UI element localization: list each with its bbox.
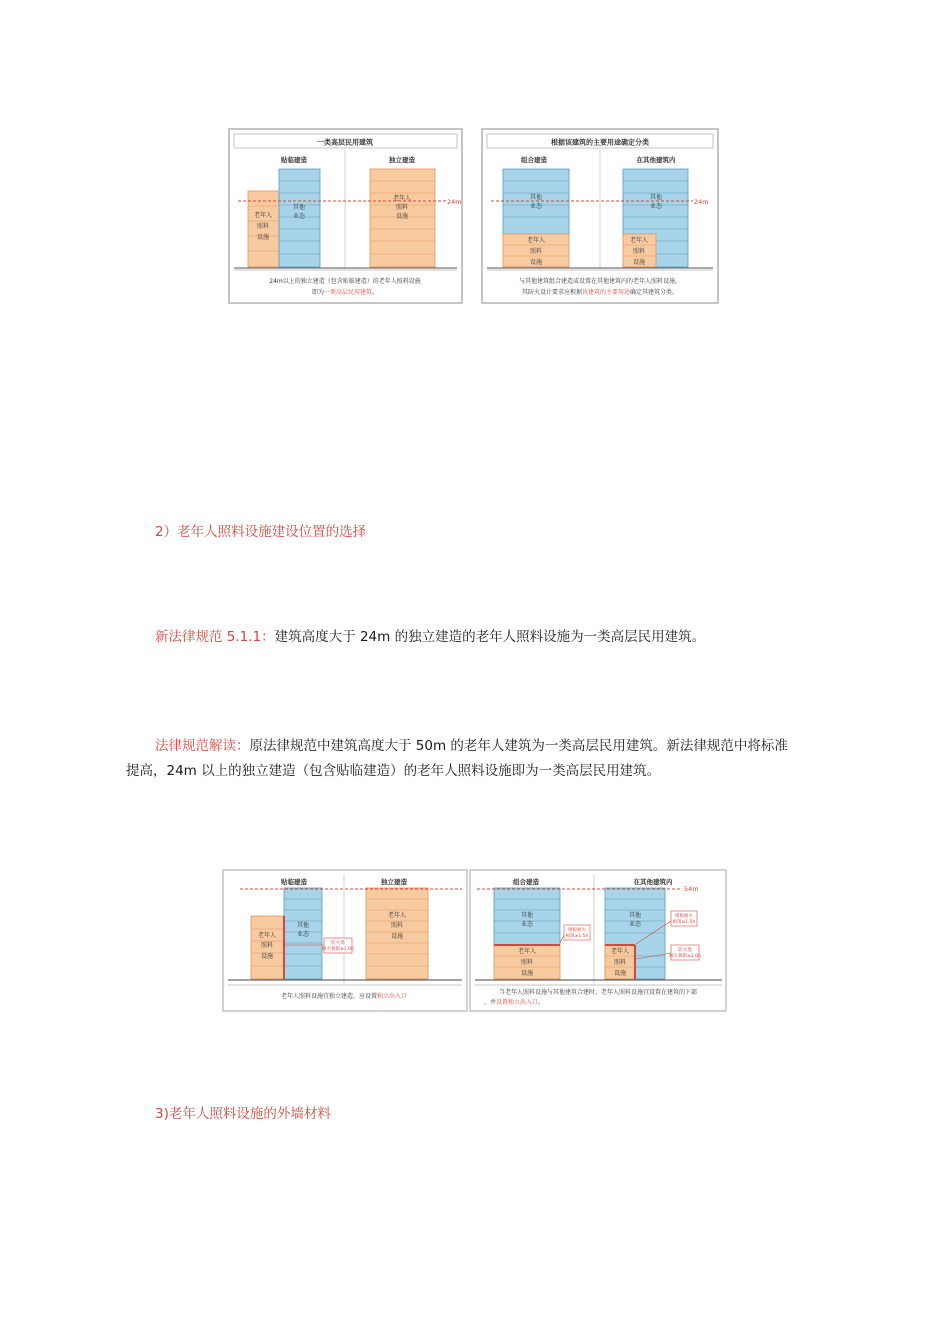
col-independent-label: 独立建造 (389, 156, 415, 164)
section-3-heading: 3)老年人照料设施的外墙材料 (155, 1106, 331, 1122)
svg-text:防火墙: 防火墙 (678, 948, 692, 953)
svg-text:其他: 其他 (628, 912, 642, 919)
svg-text:设施: 设施 (520, 970, 534, 977)
building-independent-elderly (370, 169, 435, 267)
svg-text:照料: 照料 (260, 942, 274, 949)
right-caption-line1: 与其他建筑组合建造或设置在其他建筑内的老年人照料设施， (518, 278, 682, 285)
building-adjacent-elderly (248, 191, 279, 267)
svg-text:设施: 设施 (256, 234, 270, 241)
svg-text:照料: 照料 (395, 204, 409, 211)
svg-text:老年人: 老年人 (387, 912, 407, 919)
svg-text:老年人: 老年人 (526, 237, 546, 244)
svg-text:老年人: 老年人 (610, 948, 630, 955)
left-caption-line1: 24m以上的独立建造（包含贴临建造）的老年人照料设施 (269, 278, 421, 285)
svg-text:其他: 其他 (649, 194, 663, 201)
svg-text:设施: 设施 (260, 953, 274, 960)
svg-text:照料: 照料 (529, 248, 543, 255)
svg-text:业态: 业态 (649, 203, 663, 210)
left-panel-title: 一类高层民用建筑 (317, 138, 373, 147)
svg-text:楼板耐火: 楼板耐火 (675, 914, 693, 919)
svg-text:楼板耐火: 楼板耐火 (568, 928, 586, 933)
svg-text:业态: 业态 (529, 203, 543, 210)
svg-text:设施: 设施 (632, 259, 646, 266)
svg-text:老年人: 老年人 (392, 195, 412, 202)
svg-text:贴临建造: 贴临建造 (281, 878, 307, 886)
building-combined (503, 169, 569, 267)
svg-text:极限≥1.5h: 极限≥1.5h (565, 934, 589, 939)
section-2-heading: 2）老年人照料设施建设位置的选择 (155, 524, 367, 540)
svg-text:照料: 照料 (632, 248, 646, 255)
svg-text:业态: 业态 (520, 921, 534, 928)
svg-text:极限≥1.5h: 极限≥1.5h (672, 920, 696, 925)
interp-line-2: 提高，24m 以上的独立建造（包含贴临建造）的老年人照料设施即为一类高层民用建筑。 (126, 763, 661, 779)
right-panel-title: 根据该建筑的主要用途确定分类 (551, 138, 649, 147)
svg-text:其他: 其他 (520, 912, 534, 919)
svg-text:其他: 其他 (529, 194, 543, 201)
svg-text:设施: 设施 (395, 213, 409, 220)
height-label-24m: 24m (447, 198, 462, 206)
svg-text:照料: 照料 (390, 922, 404, 929)
svg-text:老年人: 老年人 (517, 948, 537, 955)
rule-label: 新法律规范 5.1.1： (155, 629, 275, 645)
svg-text:设施: 设施 (613, 970, 627, 977)
figure-location-selection (222, 869, 728, 1014)
svg-text:业态: 业态 (296, 931, 310, 938)
svg-text:设施: 设施 (529, 259, 543, 266)
interp-line-1: 法律规范解读：原法律规范中建筑高度大于 50m 的老年人建筑为一类高层民用建筑。新法律规范中将标准 (155, 738, 788, 754)
fig2-left-panel (223, 870, 467, 1011)
interpretation-paragraph (126, 735, 846, 782)
svg-text:业态: 业态 (292, 213, 306, 220)
col-adjacent-label: 贴临建造 (281, 156, 307, 164)
interp-label: 法律规范解读： (155, 738, 250, 754)
svg-text:业态: 业态 (628, 921, 642, 928)
fig2-right-caption-1: 当老年人照料设施与其他建筑合建时，老年人照料设施宜设置在建筑的下部 (498, 989, 698, 996)
right-caption-line2: 其防火设计要求应根据该建筑的主要用途确定其建筑分类。 (521, 289, 679, 296)
svg-text:设施: 设施 (390, 933, 404, 940)
height-label-24m-right: 24m (694, 198, 709, 206)
svg-text:防火墙: 防火墙 (331, 941, 345, 946)
col-inside-label: 在其他建筑内 (636, 156, 676, 164)
building-adjacent-other (279, 169, 320, 267)
svg-text:照料: 照料 (520, 959, 534, 966)
svg-text:照料: 照料 (613, 959, 627, 966)
svg-text:在其他建筑内: 在其他建筑内 (633, 878, 673, 886)
figure-building-classification (228, 128, 720, 304)
building-inside-other (623, 169, 688, 267)
rule-text: 建筑高度大于 24m 的独立建造的老年人照料设施为一类高层民用建筑。 (274, 629, 706, 645)
fig2-left-caption: 老年人照料设施宜独立建造，应设置独立出入口 (280, 993, 408, 1000)
svg-text:耐火极限≥2.0h: 耐火极限≥2.0h (669, 954, 701, 959)
svg-text:老年人: 老年人 (257, 932, 277, 939)
left-panel (229, 129, 462, 303)
svg-text:其他: 其他 (292, 204, 306, 211)
svg-text:组合建造: 组合建造 (513, 878, 539, 886)
svg-text:老年人: 老年人 (253, 212, 273, 219)
height-label-54m: 54m (684, 885, 699, 893)
svg-text:照料: 照料 (256, 223, 270, 230)
fig2-right-caption-2: ，并设置独立出入口。 (484, 999, 545, 1006)
rule-paragraph (155, 626, 855, 648)
svg-text:老年人: 老年人 (629, 237, 649, 244)
svg-text:耐火极限≥2.0h: 耐火极限≥2.0h (322, 947, 354, 952)
fig2-independent (366, 888, 428, 979)
left-caption-line2: 即为一类高层民用建筑。 (311, 289, 379, 296)
svg-text:其他: 其他 (296, 922, 310, 929)
fig2-right-panel (470, 870, 726, 1011)
col-combined-label: 组合建造 (521, 156, 547, 164)
svg-text:独立建造: 独立建造 (381, 878, 407, 886)
right-panel (482, 129, 718, 303)
